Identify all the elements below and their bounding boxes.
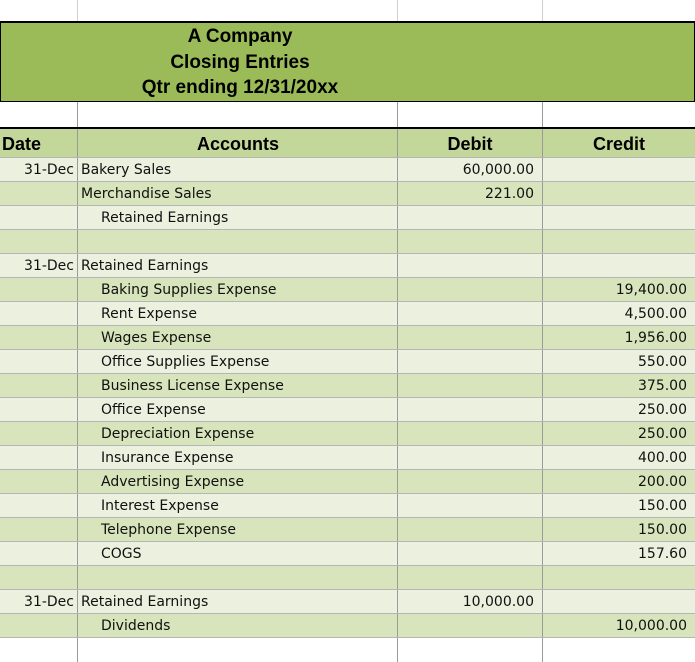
debit-cell[interactable]: 60,000.00 [462, 162, 534, 178]
credit-cell[interactable]: 150.00 [638, 498, 687, 514]
cell-border [397, 182, 398, 206]
credit-cell[interactable]: 375.00 [638, 378, 687, 394]
cell-border [542, 230, 543, 254]
cell-border [542, 158, 543, 182]
credit-cell[interactable]: 157.60 [638, 546, 687, 562]
account-cell[interactable]: Telephone Expense [101, 522, 236, 538]
account-cell[interactable]: Wages Expense [101, 330, 212, 346]
debit-cell[interactable] [398, 278, 534, 301]
accounts-header: Accounts [196, 134, 279, 154]
cell-border [77, 278, 78, 302]
credit-cell[interactable]: 19,400.00 [615, 282, 687, 298]
spacer-row[interactable] [0, 102, 695, 127]
date-cell[interactable] [0, 566, 74, 589]
table-row[interactable] [0, 349, 695, 373]
debit-cell[interactable] [398, 446, 534, 469]
table-row[interactable] [0, 517, 695, 541]
date-cell[interactable]: 31-Dec [24, 162, 74, 178]
date-header: Date [2, 134, 42, 154]
cell-border [77, 566, 78, 590]
account-cell[interactable]: Dividends [101, 618, 171, 634]
cell-border [542, 590, 543, 614]
cell-border [77, 446, 78, 470]
debit-cell[interactable] [398, 566, 534, 589]
cell-border [397, 494, 398, 518]
cell-border [542, 326, 543, 350]
credit-cell[interactable]: 400.00 [638, 450, 687, 466]
cell-border [77, 470, 78, 494]
cell-border [542, 350, 543, 374]
cell-border [77, 182, 78, 206]
cell-border [542, 422, 543, 446]
credit-cell[interactable] [543, 206, 687, 229]
account-cell[interactable]: Insurance Expense [101, 450, 234, 466]
cell-border [397, 470, 398, 494]
credit-cell[interactable]: 10,000.00 [615, 618, 687, 634]
table-row[interactable] [0, 589, 695, 613]
credit-cell[interactable]: 1,956.00 [624, 330, 687, 346]
empty-row[interactable] [0, 637, 695, 661]
table-row[interactable] [0, 541, 695, 565]
account-cell[interactable]: Advertising Expense [101, 474, 245, 490]
report-title: Closing Entries [170, 52, 310, 73]
cell-border [542, 566, 543, 590]
credit-cell[interactable] [543, 566, 687, 589]
cell-border [77, 350, 78, 374]
period-title: Qtr ending 12/31/20xx [141, 77, 339, 98]
cell-border [77, 518, 78, 542]
credit-cell[interactable] [543, 182, 687, 205]
credit-header: Credit [592, 134, 645, 154]
table-row[interactable] [0, 565, 695, 589]
cell-border [542, 206, 543, 230]
cell-border [397, 206, 398, 230]
table-row[interactable] [0, 421, 695, 445]
cell-border [77, 374, 78, 398]
column-header-row [0, 127, 695, 158]
table-row[interactable] [0, 373, 695, 397]
cell-border [77, 206, 78, 230]
account-cell[interactable]: Retained Earnings [101, 210, 229, 226]
cell-border [77, 590, 78, 614]
date-cell[interactable] [0, 398, 74, 421]
credit-cell[interactable] [543, 158, 687, 181]
date-cell[interactable] [0, 206, 74, 229]
cell-border [542, 542, 543, 566]
date-cell[interactable]: 31-Dec [24, 258, 74, 274]
table-row[interactable] [0, 181, 695, 205]
cell-border [542, 302, 543, 326]
account-cell[interactable]: Depreciation Expense [101, 426, 255, 442]
cell-border [397, 350, 398, 374]
credit-cell[interactable]: 250.00 [638, 402, 687, 418]
account-cell[interactable]: Office Supplies Expense [101, 354, 270, 370]
cell-border [77, 302, 78, 326]
cell-border [542, 182, 543, 206]
title-banner [0, 21, 695, 103]
debit-cell[interactable] [398, 350, 534, 373]
date-cell[interactable] [0, 518, 74, 541]
date-cell[interactable] [0, 374, 74, 397]
table-row[interactable] [0, 229, 695, 253]
cell-border [77, 158, 78, 182]
date-cell[interactable] [0, 350, 74, 373]
account-cell[interactable]: Interest Expense [101, 498, 219, 514]
cell-border [542, 398, 543, 422]
debit-cell[interactable] [398, 206, 534, 229]
cell-border [542, 374, 543, 398]
cell-border [397, 302, 398, 326]
date-cell[interactable] [0, 182, 74, 205]
credit-cell[interactable] [543, 590, 687, 613]
date-cell[interactable]: 31-Dec [24, 594, 74, 610]
credit-cell[interactable] [543, 254, 687, 277]
debit-cell[interactable] [398, 326, 534, 349]
debit-cell[interactable] [398, 422, 534, 445]
account-cell[interactable]: Merchandise Sales [81, 186, 212, 202]
cell-border [542, 278, 543, 302]
date-cell[interactable] [0, 470, 74, 493]
date-cell[interactable] [0, 614, 74, 637]
cell-border [77, 326, 78, 350]
account-cell[interactable]: Baking Supplies Expense [101, 282, 277, 298]
table-row[interactable] [0, 493, 695, 517]
debit-cell[interactable] [398, 302, 534, 325]
credit-cell[interactable]: 4,500.00 [624, 306, 687, 322]
date-cell[interactable] [0, 422, 74, 445]
cell-border [542, 518, 543, 542]
date-cell[interactable] [0, 446, 74, 469]
credit-cell[interactable]: 250.00 [638, 426, 687, 442]
cell-border [397, 446, 398, 470]
table-row[interactable] [0, 301, 695, 325]
table-row[interactable] [0, 397, 695, 421]
credit-cell[interactable] [543, 230, 687, 253]
debit-cell[interactable] [398, 614, 534, 637]
cell-border [77, 614, 78, 638]
cell-border [397, 278, 398, 302]
cell-border [77, 398, 78, 422]
cell-border [397, 614, 398, 638]
table-row[interactable] [0, 325, 695, 349]
cell-border [542, 254, 543, 278]
cell-border [77, 230, 78, 254]
debit-cell[interactable] [398, 518, 534, 541]
date-cell[interactable] [0, 230, 74, 253]
date-cell[interactable] [0, 494, 74, 517]
table-row[interactable] [0, 277, 695, 301]
credit-cell[interactable]: 150.00 [638, 522, 687, 538]
cell-border [397, 230, 398, 254]
debit-cell[interactable]: 10,000.00 [462, 594, 534, 610]
table-row[interactable] [0, 613, 695, 637]
debit-cell[interactable] [398, 254, 534, 277]
debit-cell[interactable] [398, 494, 534, 517]
cell-border [397, 422, 398, 446]
date-cell[interactable] [0, 326, 74, 349]
cell-border [542, 446, 543, 470]
cell-border [542, 470, 543, 494]
cell-border [542, 494, 543, 518]
credit-cell[interactable]: 200.00 [638, 474, 687, 490]
debit-cell[interactable] [398, 398, 534, 421]
date-cell[interactable] [0, 278, 74, 301]
date-cell[interactable] [0, 302, 74, 325]
debit-cell[interactable] [398, 230, 534, 253]
cell-border [77, 254, 78, 278]
debit-cell[interactable]: 221.00 [485, 186, 534, 202]
account-cell[interactable]: Rent Expense [101, 306, 197, 322]
cell-border [77, 422, 78, 446]
table-row[interactable] [0, 157, 695, 181]
cell-border [397, 398, 398, 422]
cell-border [397, 566, 398, 590]
cell-border [397, 326, 398, 350]
debit-cell[interactable] [398, 542, 534, 565]
account-cell[interactable]: Retained Earnings [81, 258, 209, 274]
cell-border [542, 614, 543, 638]
cell-border [397, 374, 398, 398]
table-row[interactable] [0, 253, 695, 277]
cell-border [397, 542, 398, 566]
account-cell[interactable]: Business License Expense [101, 378, 284, 394]
cell-border [77, 542, 78, 566]
account-cell[interactable]: COGS [101, 546, 142, 562]
table-row[interactable] [0, 445, 695, 469]
account-cell[interactable]: Office Expense [101, 402, 206, 418]
date-cell[interactable] [0, 542, 74, 565]
cell-border [77, 494, 78, 518]
cell-border [397, 590, 398, 614]
credit-cell[interactable]: 550.00 [638, 354, 687, 370]
debit-cell[interactable] [398, 470, 534, 493]
debit-header: Debit [447, 134, 493, 154]
table-row[interactable] [0, 205, 695, 229]
account-cell[interactable]: Retained Earnings [81, 594, 209, 610]
cell-border [397, 254, 398, 278]
cell-border [397, 518, 398, 542]
debit-cell[interactable] [398, 374, 534, 397]
company-title: A Company [187, 26, 293, 47]
cell-border [397, 158, 398, 182]
account-cell[interactable]: Bakery Sales [81, 162, 172, 178]
table-row[interactable] [0, 469, 695, 493]
